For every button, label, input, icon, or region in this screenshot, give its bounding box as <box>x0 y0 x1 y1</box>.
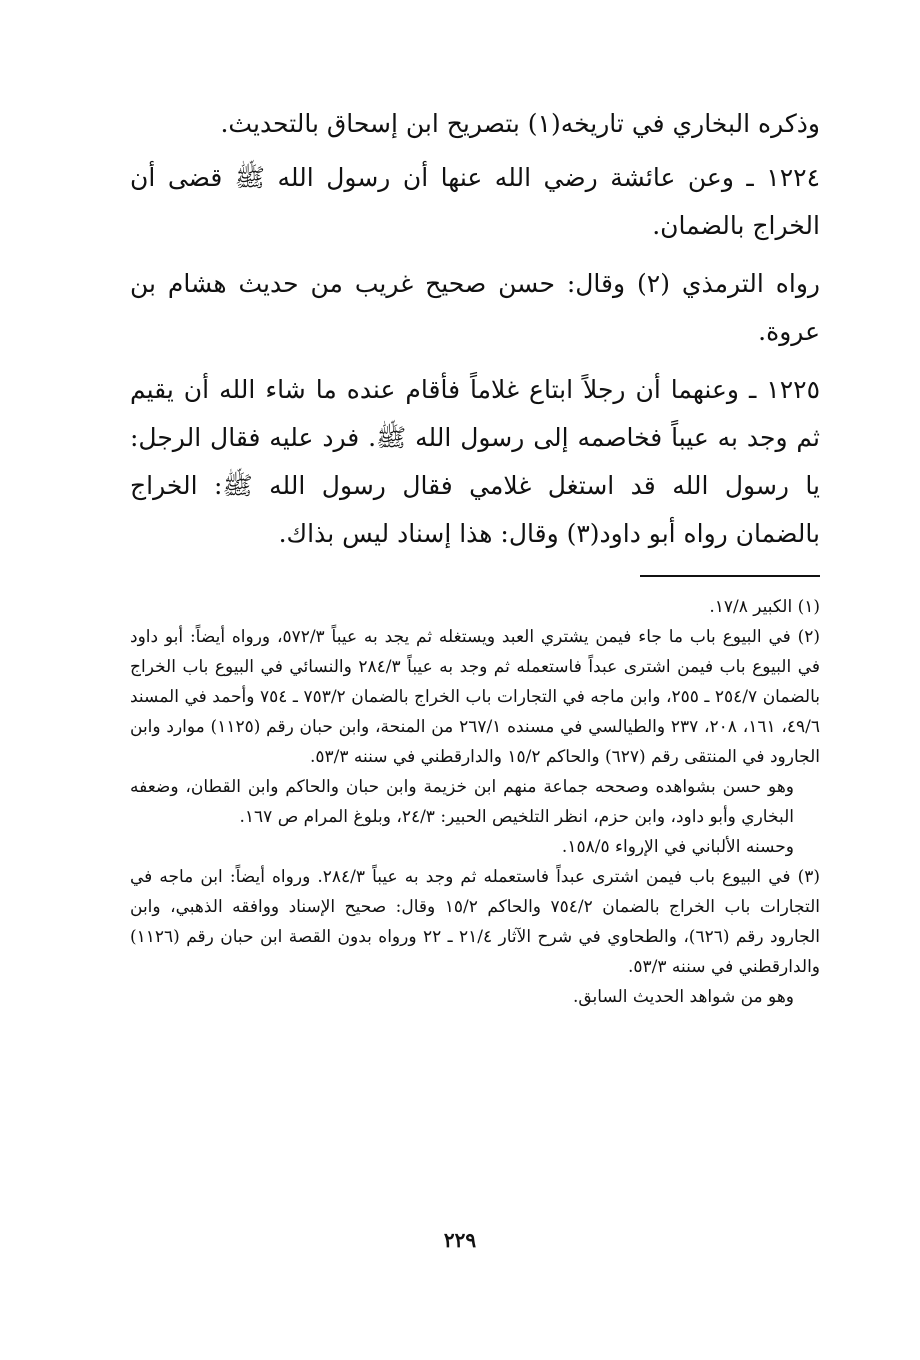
footnotes <box>130 592 820 1012</box>
footnote-separator <box>640 575 820 577</box>
footnote-2-note: وهو حسن بشواهده وصححه جماعة منهم ابن خزيمة وابن حبان والحاكم وابن القطان، وضعفه البخاري وأبو داود، وابن حزم، انظر التلخيص الحبير: ٢٤/٣، وبلوغ المرام ص ١٦٧. <box>130 777 794 827</box>
paragraph-intro: وذكره البخاري في تاريخه(١) بتصريح ابن إسحاق بالتحديث. <box>220 109 820 138</box>
footnote-2: (٢) في البيوع باب ما جاء فيمن يشتري العبد ويستغله ثم يجد به عيباً ٥٧٢/٣، ورواه أيضاً: أبو داود في البيوع باب فيمن اشترى عبداً فاستعمله ثم وجد به عيباً ٢٨٤/٣ والنسائي في البيوع باب الخراج بالضمان ٢٥٤/٧ ـ ٢٥٥، وابن ماجه في التجارات باب الخراج بالضمان ٧٥٣/٢ ـ ٧٥٤ وأحمد في المسند ٤٩/٦، ١٦١، ٢٠٨، ٢٣٧ والطيالسي في مسنده ٢٦٧/١ من المنحة، وابن حبان رقم (١١٢٥) موارد وابن الجارود في المنتقى رقم (٦٢٧) والحاكم ١٥/٢ والدارقطني في سننه ٥٣/٣. <box>130 627 821 767</box>
footnote-3-note: وهو من شواهد الحديث السابق. <box>572 987 794 1007</box>
page-number: ٢٢٩ <box>443 1228 477 1252</box>
footnote-3: (٣) في البيوع باب فيمن اشترى عبداً فاستعمله ثم وجد به عيباً ٢٨٤/٣. ورواه أيضاً: ابن ماجه في التجارات باب الخراج بالضمان ٧٥٤/٢ والحاكم ١٥/٢ وقال: صحيح الإسناد ووافقه الذهبي، وابن الجارود رقم (٦٢٦)، والطحاوي في شرح الآثار ٢١/٤ ـ ٢٢ ورواه بدون القصة ابن حبان رقم (١١٢٦) والدارقطني في سننه ٥٣/٣. <box>130 867 820 977</box>
main-text <box>130 100 820 568</box>
footnote-2-albani: وحسنه الألباني في الإرواء ١٥٨/٥. <box>561 837 794 857</box>
hadith-1224-source: رواه الترمذي (٢) وقال: حسن صحيح غريب من حديث هشام بن عروة. <box>130 269 821 346</box>
hadith-1224: ١٢٢٤ ـ وعن عائشة رضي الله عنها أن رسول الله ﷺ قضى أن الخراج بالضمان. <box>130 163 820 240</box>
hadith-1225: ١٢٢٥ ـ وعنهما أن رجلاً ابتاع غلاماً فأقام عنده ما شاء الله أن يقيم ثم وجد به عيباً فخاصمه إلى رسول الله ﷺ. فرد عليه فقال الرجل: يا رسول الله قد استغل غلامي فقال رسول الله ﷺ: الخراج بالضمان رواه أبو داود(٣) وقال: هذا إسناد ليس بذاك. <box>130 375 820 548</box>
footnote-1: (١) الكبير ١٧/٨. <box>709 597 820 617</box>
